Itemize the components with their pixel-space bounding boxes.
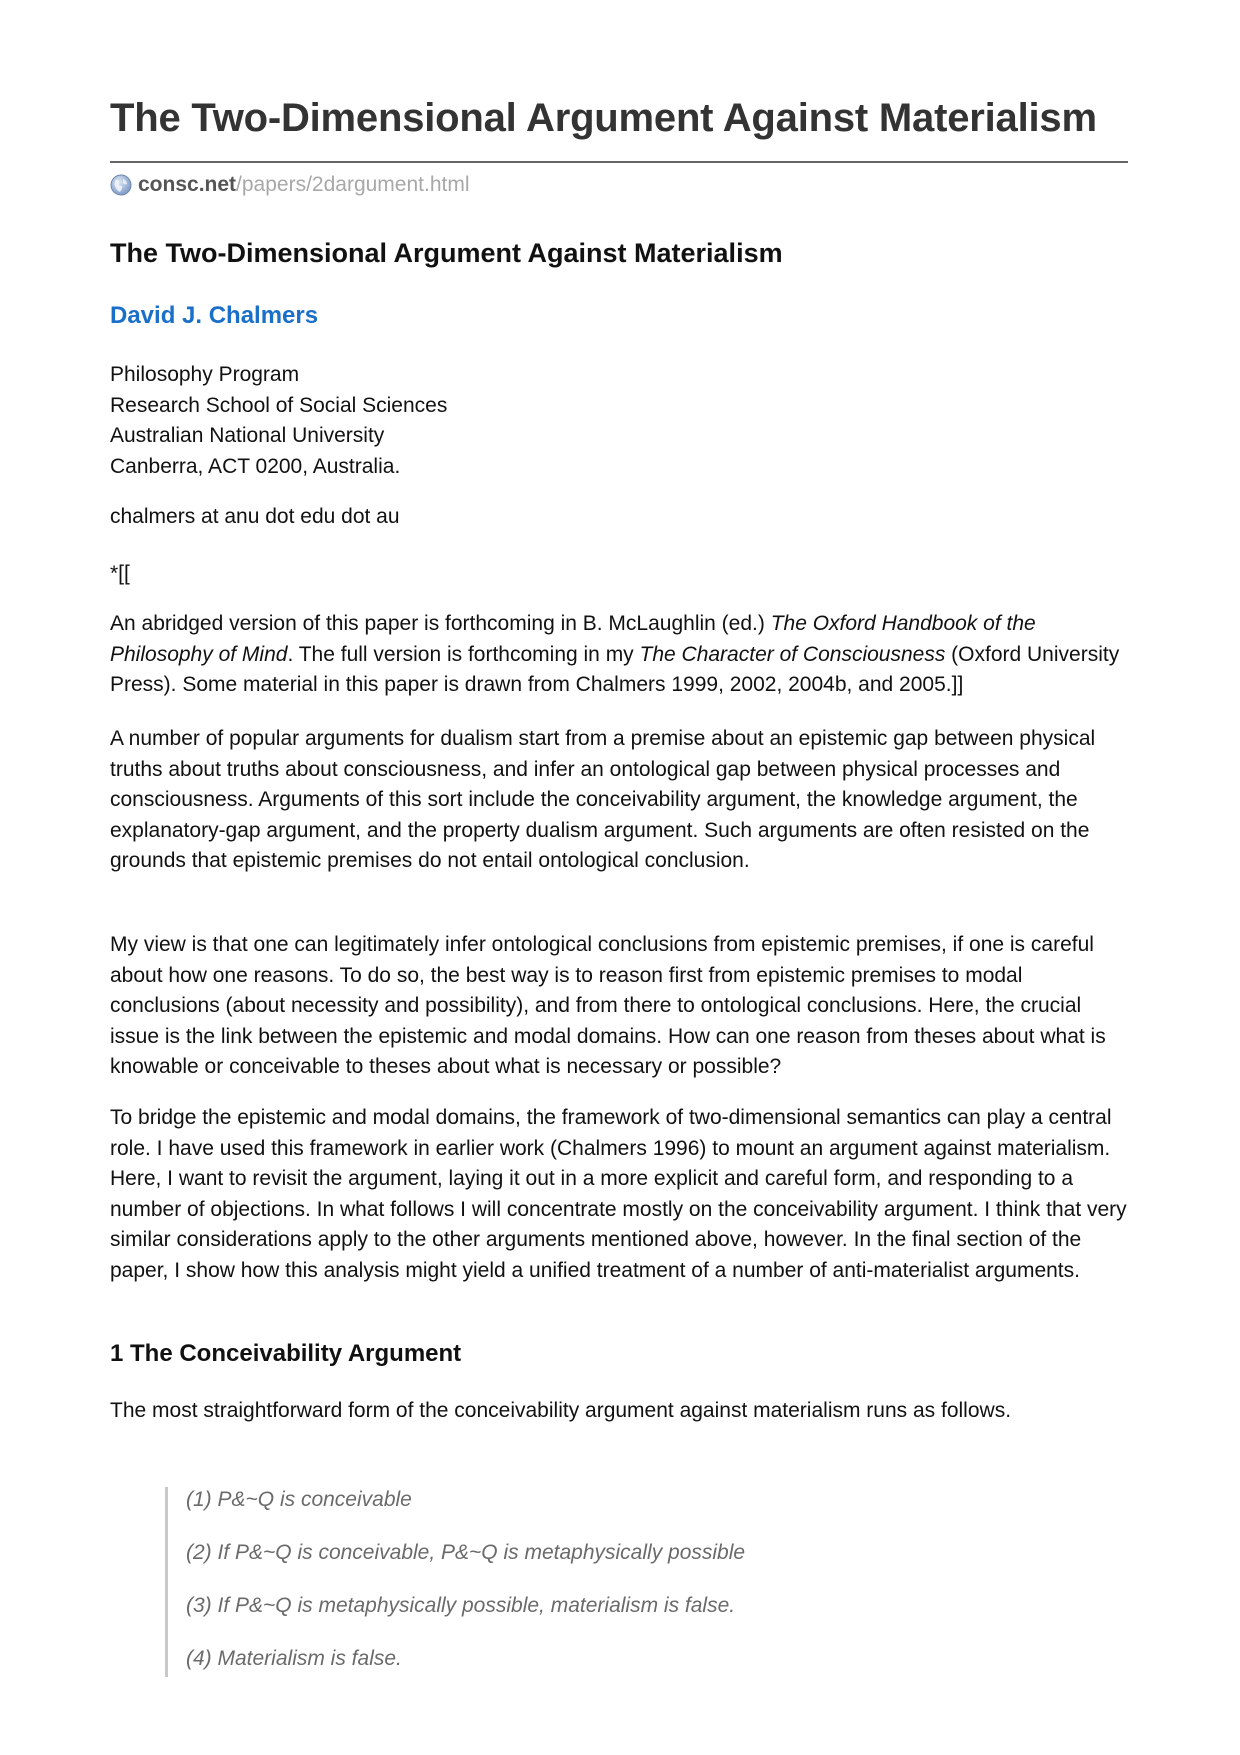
body-paragraph: My view is that one can legitimately infer ontological conclusions from epistemic premises, if one is careful about how one reasons. To do so, the best way is to reason first from epistemic premises to modal conclusions (about necessity and possibility), and from there to ontological conclusions. Here, the crucial issue is the link between the epistemic and modal domains. How can one reason from theses about what is knowable or conceivable to theses about what is necessary or possible? [110, 933, 1106, 1078]
body-paragraph: To bridge the epistemic and modal domains, the framework of two-dimensional semantics can play a central role. I have used this framework in earlier work (Chalmers 1996) to mount an argument against materialism. Here, I want to revisit the argument, laying it out in a more explicit and careful form, and responding to a number of objections. In what follows I will concentrate mostly on the conceivability argument. I think that very similar considerations apply to the other arguments mentioned above, however. In the final section of the paper, I show how this analysis might yield a unified treatment of a number of anti-materialist arguments. [110, 1106, 1127, 1282]
author-affiliation [110, 360, 447, 482]
argument-step: (4) Materialism is false. [186, 1647, 402, 1670]
source-path: /papers/2dargument.html [236, 173, 470, 196]
note-text: (Oxford University Press). Some material in this paper is drawn from Chalmers 1999, 2002, 2004b, and 2005.]] [110, 642, 1120, 696]
note-marker: *[[ [110, 562, 130, 585]
argument-step: (2) If P&~Q is conceivable, P&~Q is metaphysically possible [186, 1541, 746, 1564]
note-text: . The full version is forthcoming in my [287, 642, 640, 666]
book-title: The Oxford Handbook of the Philosophy of Mind [110, 612, 1036, 666]
section-heading: 1 The Conceivability Argument [110, 1340, 462, 1367]
globe-icon [110, 174, 132, 196]
source-url[interactable] [110, 173, 470, 197]
argument-step: (1) P&~Q is conceivable [186, 1488, 412, 1511]
source-domain: consc.net [138, 173, 237, 196]
affiliation-line: Research School of Social Sciences [110, 393, 448, 417]
affiliation-line: Canberra, ACT 0200, Australia. [110, 454, 401, 478]
article-title: The Two-Dimensional Argument Against Materialism [110, 238, 783, 268]
argument-blockquote [165, 1487, 1086, 1677]
affiliation-line: Australian National University [110, 424, 385, 447]
body-paragraph: A number of popular arguments for dualism start from a premise about an epistemic gap between physical truths about truths about consciousness, and infer an ontological gap between physical processes and consciousness. Arguments of this sort include the conceivability argument, the knowledge argument, the explanatory-gap argument, and the property dualism argument. Such arguments are often resisted on the grounds that epistemic premises do not entail ontological conclusion. [110, 727, 1096, 872]
affiliation-line: Philosophy Program [110, 363, 300, 386]
document-title: The Two-Dimensional Argument Against Materialism [110, 96, 1097, 140]
title-divider [110, 161, 1128, 163]
publication-note [110, 609, 1135, 701]
argument-step: (3) If P&~Q is metaphysically possible, materialism is false. [186, 1594, 736, 1617]
author-email: chalmers at anu dot edu dot au [110, 505, 400, 528]
section-intro: The most straightforward form of the conceivability argument against materialism runs as follows. [110, 1399, 1012, 1422]
note-text: An abridged version of this paper is forthcoming in B. McLaughlin (ed.) [110, 612, 771, 635]
book-title: The Character of Consciousness [639, 642, 946, 666]
author-link[interactable]: David J. Chalmers [110, 302, 319, 329]
